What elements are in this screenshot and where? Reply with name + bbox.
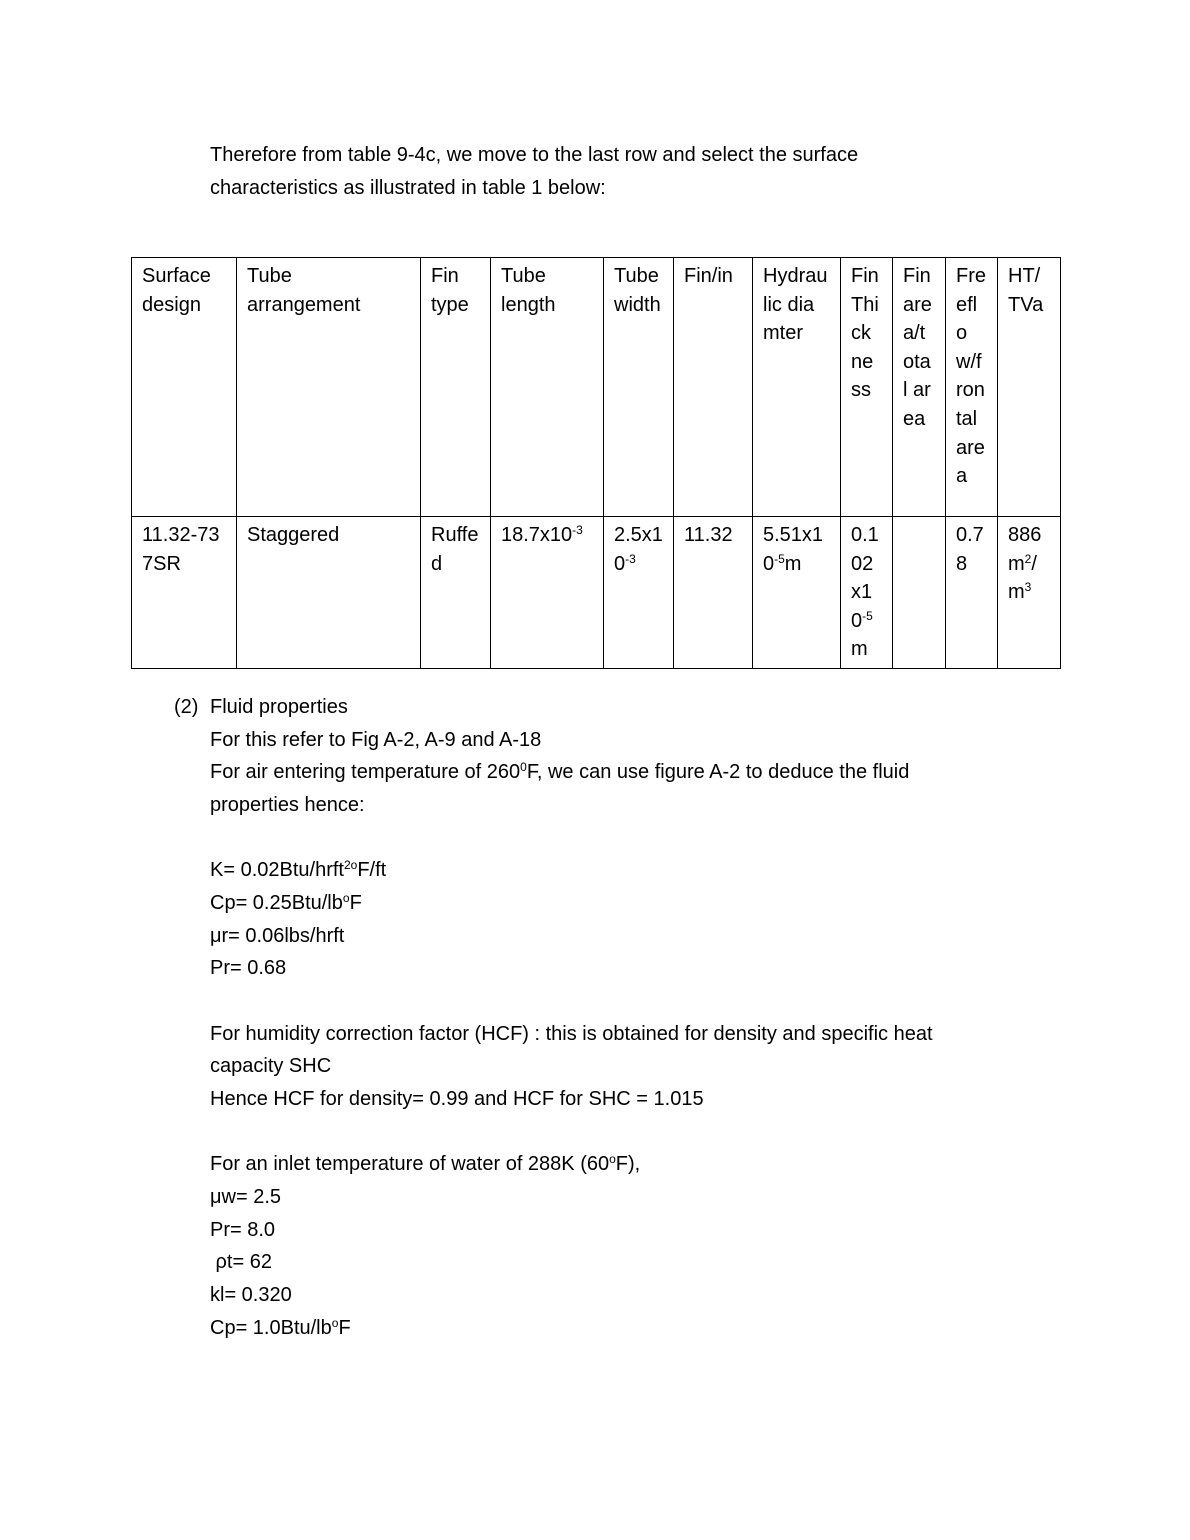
hcf-line-1: For humidity correction factor (HCF) : this is obtained for density and specific heat — [210, 1023, 933, 1045]
hcf-line-2: capacity SHC — [210, 1055, 332, 1077]
header-hydraulic-diameter: Hydraulic diamter — [753, 258, 841, 517]
cell-freeflow: 0.78 — [946, 517, 998, 669]
air-line-2: properties hence: — [210, 794, 365, 816]
header-tube-arrangement: Tube arrangement — [237, 258, 421, 517]
hcf-line-3: Hence HCF for density= 0.99 and HCF for SHC = 1.015 — [210, 1088, 704, 1110]
cell-tube-length: $18.7x10^{-3}$ — [491, 517, 604, 669]
header-fin-type: Fin type — [421, 258, 491, 517]
cp-line: $Cp= 0.25Btu/lb^oF$ — [210, 891, 362, 914]
header-fin-thickness: Fin Thickness — [841, 258, 893, 517]
cell-surface-design: 11.32-737SR — [132, 517, 237, 669]
pr-line: Pr= 0.68 — [210, 957, 287, 979]
cell-fin-type: Ruffed — [421, 517, 491, 669]
header-tube-length: Tube length — [491, 258, 604, 517]
intro-line-2: characteristics as illustrated in table 1 below: — [210, 177, 606, 199]
cell-ht-tva: $886m^2/m^3$ — [998, 517, 1061, 669]
prw-line: Pr= 8.0 — [210, 1219, 276, 1241]
cell-fin-thickness: $0.102x10^{-5}m$ — [841, 517, 893, 669]
header-fin-per-in: Fin/in — [674, 258, 753, 517]
header-surface-design: Surface design — [132, 258, 237, 517]
cell-fin-per-in: 11.32 — [674, 517, 753, 669]
kl-line: kl= 0.320 — [210, 1284, 292, 1306]
k-line: K= 0.02Btu/hrft$^{2o}$F/ft — [210, 858, 387, 881]
header-ht-tva: HT/TVa — [998, 258, 1061, 517]
section-number: (2) — [174, 696, 199, 718]
refer-line: For this refer to Fig A-2, A-9 and A-18 — [210, 729, 542, 751]
table-header-row — [132, 258, 1061, 517]
section-title: Fluid properties — [210, 696, 348, 718]
cell-hydraulic-diameter: $5.51x10^{-5}m$ — [753, 517, 841, 669]
cell-tube-width: $2.5x10^{-3}$ — [604, 517, 674, 669]
rho-line: ρt= 62 — [210, 1251, 272, 1273]
header-freeflow-frontal-area: Freeflow/frontal area — [946, 258, 998, 517]
surface-characteristics-table — [131, 257, 1061, 669]
table-row — [132, 517, 1061, 669]
cell-fin-area — [893, 517, 946, 669]
header-fin-area-total-area: Fin area/total area — [893, 258, 946, 517]
mur-line: μr= 0.06lbs/hrft — [210, 925, 345, 947]
cell-tube-arrangement: Staggered — [237, 517, 421, 669]
intro-line-1: Therefore from table 9-4c, we move to the last row and select the surface — [210, 144, 859, 166]
air-line-1: For air entering temperature of $260^0F$, we can use figure A-2 to deduce the fluid — [210, 760, 910, 783]
header-tube-width: Tube width — [604, 258, 674, 517]
cpw-line: $Cp= 1.0Btu/lb^oF$ — [210, 1316, 351, 1339]
water-line: For an inlet temperature of water of 288K (60$^o$F), — [210, 1152, 641, 1175]
muw-line: μw= 2.5 — [210, 1186, 282, 1208]
